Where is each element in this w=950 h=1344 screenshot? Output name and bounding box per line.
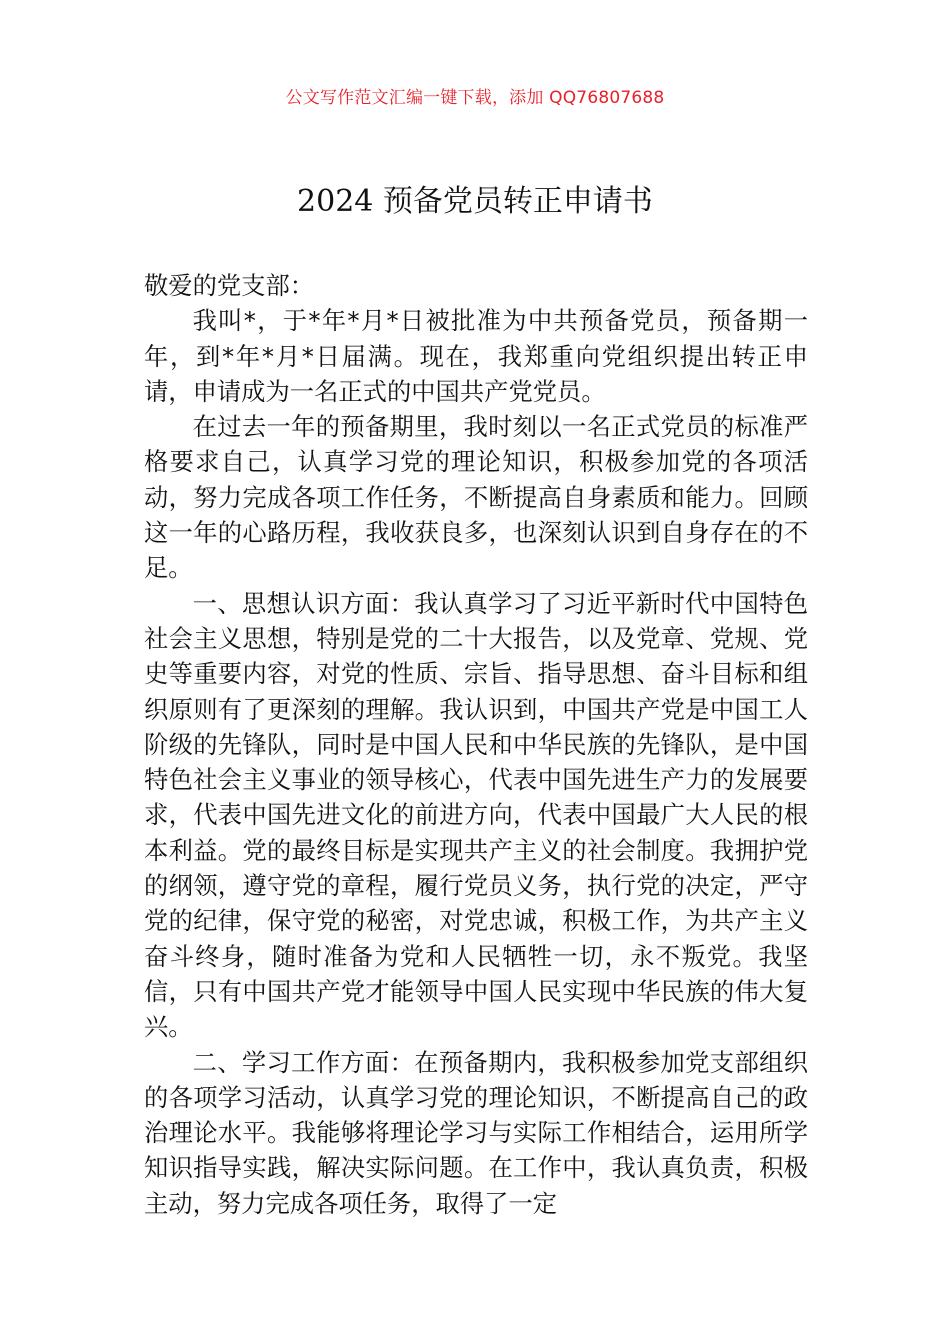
document-title: 2024 预备党员转正申请书: [297, 184, 653, 219]
document-body: [144, 268, 808, 1221]
paragraph-review: 在过去一年的预备期里，我时刻以一名正式党员的标准严格要求自己，认真学习党的理论知识，积极参加党的各项活动，努力完成各项工作任务，不断提高自身素质和能力。回顾这一年的心路历程，我收获良多，也深刻认识到自身存在的不足。: [144, 412, 808, 583]
paragraph-intro: 我叫*，于*年*月*日被批准为中共预备党员，预备期一年，到*年*月*日届满。现在，我郑重向党组织提出转正申请，申请成为一名正式的中国共产党党员。: [144, 306, 808, 406]
download-promo-note: 公文写作范文汇编一键下载，添加 QQ76807688: [285, 88, 665, 108]
paragraph-study-work: 二、学习工作方面：在预备期内，我积极参加党支部组织的各项学习活动，认真学习党的理论知识，不断提高自己的政治理论水平。我能够将理论学习与实际工作相结合，运用所学知识指导实践，解决实际问题。在工作中，我认真负责，积极主动，努力完成各项任务，取得了一定: [144, 1047, 808, 1218]
paragraph-ideology: 一、思想认识方面：我认真学习了习近平新时代中国特色社会主义思想，特别是党的二十大报告，以及党章、党规、党史等重要内容，对党的性质、宗旨、指导思想、奋斗目标和组织原则有了更深刻的理解。我认识到，中国共产党是中国工人阶级的先锋队，同时是中国人民和中华民族的先锋队，是中国特色社会主义事业的领导核心，代表中国先进生产力的发展要求，代表中国先进文化的前进方向，代表中国最广大人民的根本利益。党的最终目标是实现共产主义的社会制度。我拥护党的纲领，遵守党的章程，履行党员义务，执行党的决定，严守党的纪律，保守党的秘密，对党忠诚，积极工作，为共产主义奋斗终身，随时准备为党和人民牺牲一切，永不叛党。我坚信，只有中国共产党才能领导中国人民实现中华民族的伟大复兴。: [144, 588, 808, 1042]
salutation: 敬爱的党支部：: [144, 271, 315, 300]
